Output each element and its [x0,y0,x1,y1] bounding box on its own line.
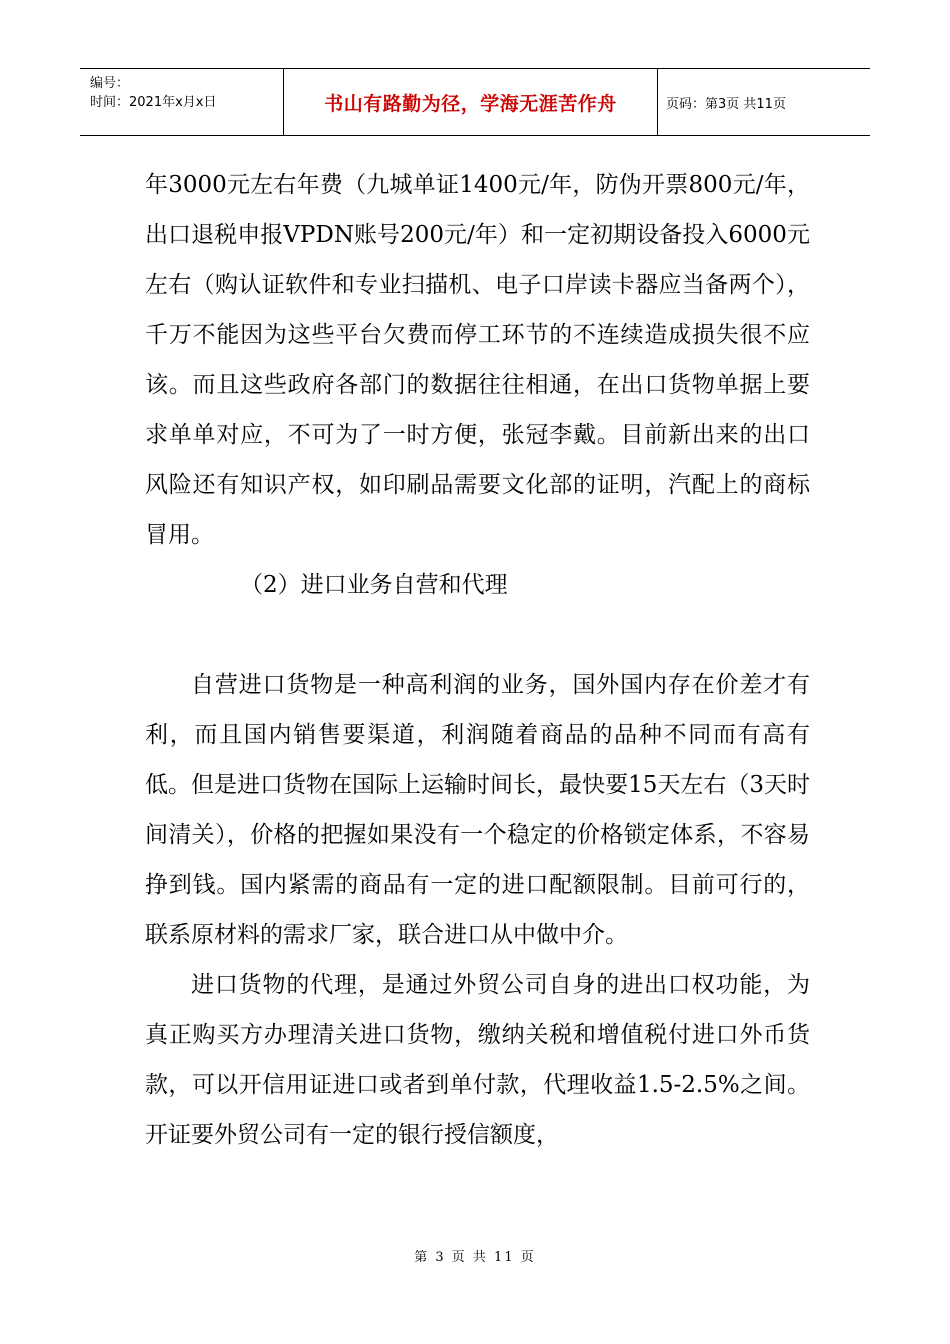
paragraph-self-import: 自营进口货物是一种高利润的业务，国外国内存在价差才有利，而且国内销售要渠道，利润随着商品的品种不同而有高有低。但是进口货物在国际上运输时间长，最快要15天左右（3天时间清关），价格的把握如果没有一个稳定的价格锁定体系，不容易挣到钱。国内紧需的商品有一定的进口配额限制。目前可行的，联系原材料的需求厂家，联合进口从中做中介。 [145,672,810,948]
paragraph-continued: 年3000元左右年费（九城单证1400元/年，防伪开票800元/年，出口退税申报VPDN账号200元/年）和一定初期设备投入6000元左右（购认证软件和专业扫描机、电子口岸读卡器应当备两个），千万不能因为这些平台欠费而停工环节的不连续造成损失很不应该。而且这些政府各部门的数据往往相通，在出口货物单据上要求单单对应，不可为了一时方便，张冠李戴。目前新出来的出口风险还有知识产权，如印刷品需要文化部的证明，汽配上的商标冒用。 [145,172,810,548]
document-body [145,160,810,1160]
page-footer: 第 3 页 共 11 页 [414,1250,536,1265]
header-motto: 书山有路勤为径，学海无涯苦作舟 [284,69,658,135]
page-header [80,68,870,136]
header-page-info: 页码：第3页 共11页 [666,96,786,112]
section-heading: （2）进口业务自营和代理 [240,572,508,598]
document-number-label: 编号： [90,76,130,91]
paragraph-spacer [145,610,810,660]
header-meta-cell [80,69,284,135]
paragraph-import-agency: 进口货物的代理，是通过外贸公司自身的进出口权功能，为真正购买方办理清关进口货物，缴纳关税和增值税付进口外币货款，可以开信用证进口或者到单付款，代理收益1.5-2.5%之间。开证要外贸公司有一定的银行授信额度， [145,972,810,1148]
document-time-label: 时间：2021年x月x日 [90,95,217,110]
